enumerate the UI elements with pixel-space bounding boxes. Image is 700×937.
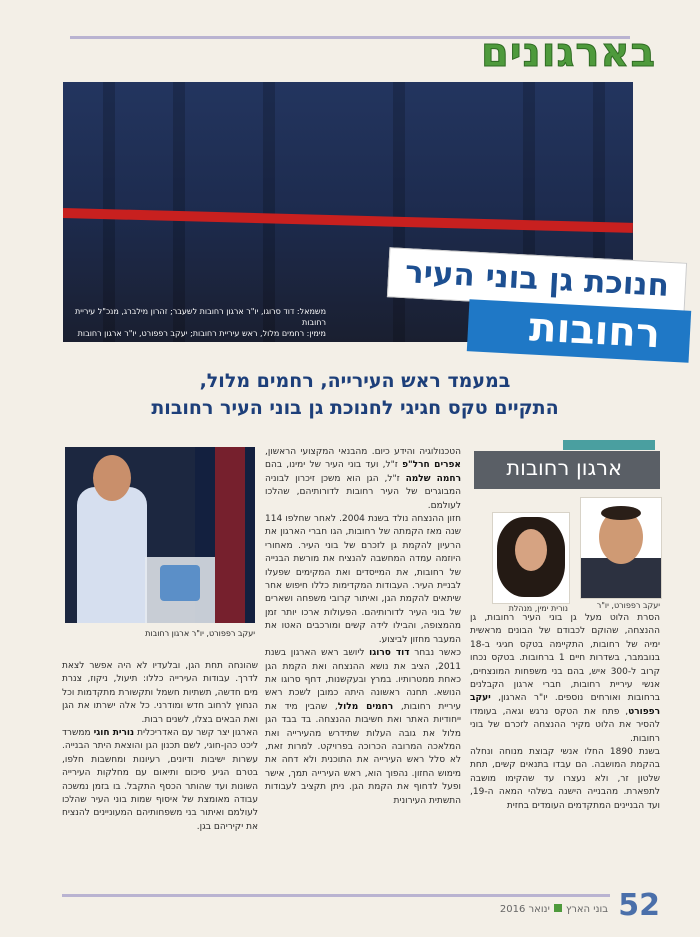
text-column-left: שהונחה תחת הגן, ובלעדיו לא היה אפשר לצאת לדרך. עבודות העירייה כללו: תיעול, ניקוז, צנרת מים חדשה, תשתיות חשמל ותקשורת מתקדמות וכל הנחוץ לרחוב חדש ומודרני. כל אלה ישרתו את הגן ואת הבאים בצלו, לשנים רבות. הארגון יצר קשר עם האדריכלית נורית חוגי ממשרד ליכט כהן-חוגי, לשם תכנון הגן והוצאת היתר הבנייה. עשרות ישיבות ודיונים, רעיונות ומחשבות חלפו, בטרם הגיע סיכום ותיאום עם מחלקות העירייה השונות ועד שהותר הכסף התקבל. בו בזמן נמשכה עבודה מאומצת של איסוף שמות בוני העיר שהלכו לעולמם ואיתור בני משפחותיהם המעוניינים להנציח את יקיריהם בגן. xyxy=(62,661,258,832)
speaker-photo xyxy=(65,447,255,623)
section-title: בארגונים xyxy=(481,30,656,76)
banner-title: חנוכת גן בוני העיר xyxy=(387,247,687,313)
red-ribbon xyxy=(63,208,633,233)
portrait-chairman-caption: יעקב רפפורט, יו"ר xyxy=(596,601,660,610)
headline: במעמד ראש העירייה, רחמים מלול, התקיים טקס חגיגי לחנוכת גן בוני העיר רחובות xyxy=(151,370,559,419)
org-accent-bar xyxy=(563,440,655,450)
page-number: 52 xyxy=(618,888,660,923)
hero-caption: משמאל: דוד סרוגו, יו"ר ארגון רחובות לשעבר; זהרון מילברג, מנכ"ל עיריית רחובות מימין: רחמים מלול, ראש עיריית רחובות; יעקב רפפורט, יו"ר ארגון רחובות xyxy=(75,307,326,338)
banner-city: רחובות xyxy=(467,299,691,363)
footer-square-icon xyxy=(554,904,562,912)
text-column-middle: הטכנולוגיה והידע כיום. מהבנאי המקצועי הראשון, אפרים חרל"פ ז"ל, ועד בוני העיר של ימינו, בהם רחמה שלמה ז"ל, הגן הוא משכן זיכרון לבוניה המבוגרים של העיר רחובות לדורותיהם, שהלכו לעולמם. חזון ההנצחה נולד בשנת 2004. לאחר שחלפו 114 שנה מאז הקמתה של רחובות, הגו חברי הארגון את הרעיון להקמת גן לזכרם של בוני העיר. מאחורי היוזמה עמדה המחשבה להנציח את מורשת הבנייה של רחובות, את המייסדים ואת המקימים שפעלו לבניית העיר. העבודות המקדימות כללו חיפוש אחר שיתאים להקמת הגן, ואיתור קרובי משפחה ושארים של בוני העיר לדורותיהם. הפעולות ארכו יותר זמן מהמצופה, והבילו לידה קשים ומורכבים האטו את המעבר מחזון לביצוע. כאשר נבחר דוד סרוגו ליושב ראש הארגון בשנת 2011, הציב את נושא ההנצחה ואת הקמת הגן כאחת ממטרותיו. במרץ ובעקשנות, דחף סרוגו את הנושא. תחנה ראשונה היתה כמובן לשכת ראש עיריית רחובות, רחמים מלול, שהבין מיד את ייחודיות האתר ואת חשיבות ההנצחה. בד בבד הגן מלול את גובה העלות שתידרש מהעירייה ואת המלאכה המרובה הכרוכה בפרויקט. למרות זאת, לא סלל ראש העירייה את התוכנית ולא דחה את מימוש החזון. נהפוך הוא, ראש העירייה תמך, אישר ופעל לדחוף את הקמת הגן. ניתן תקציב לעבודות התשתית העירונית xyxy=(265,447,461,806)
portrait-manager xyxy=(492,512,570,604)
footer-magazine: בוני הארץינואר 2016 xyxy=(499,904,608,915)
portrait-chairman xyxy=(580,497,662,599)
portrait-manager-caption: נורית ימין, מנהלת xyxy=(508,604,568,613)
text-column-right: הסרת הלוט מעל גן בוני העיר רחובות, גן ההנצחה, שהוקם לכבודם של הבונים מראשית ימיה של רחובות, התקיימה בטקס חגיגי ב-18 בנובמבר, בשדרות חיים 1 ברחובות. בטקס נכחו קרוב ל-300 איש, בהם בני משפחות המונצחים, אנשי עיריית רחובות, חברי ארגון הקבלנים ברחובות ואורחים נוספים. יו"ר הארגון, יעקב רפפורט, פתח את הטקס נרגש וגאה, בעומדו להסיר את הלוט מקיר ההנצחה לזכרם של בוני רחובות. בשנת 1890 החלו אנשי קבוצת מנוחה ונחלה בהקמת המושבה. הם עבדו בתנאים קשים, תחת שלטון זר, ולא נעצרו עד שהקימו מושבה לתפארת. מהבנייה הישנה בשלהי המאה ה-19, ועד הבניינים המתקדמים העומדים בחזית xyxy=(470,613,661,811)
footer-rule xyxy=(62,894,610,897)
org-box: ארגון רחובות xyxy=(474,451,660,489)
speaker-caption: יעקב רפפורט, יו"ר ארגון רחובות xyxy=(145,629,255,638)
